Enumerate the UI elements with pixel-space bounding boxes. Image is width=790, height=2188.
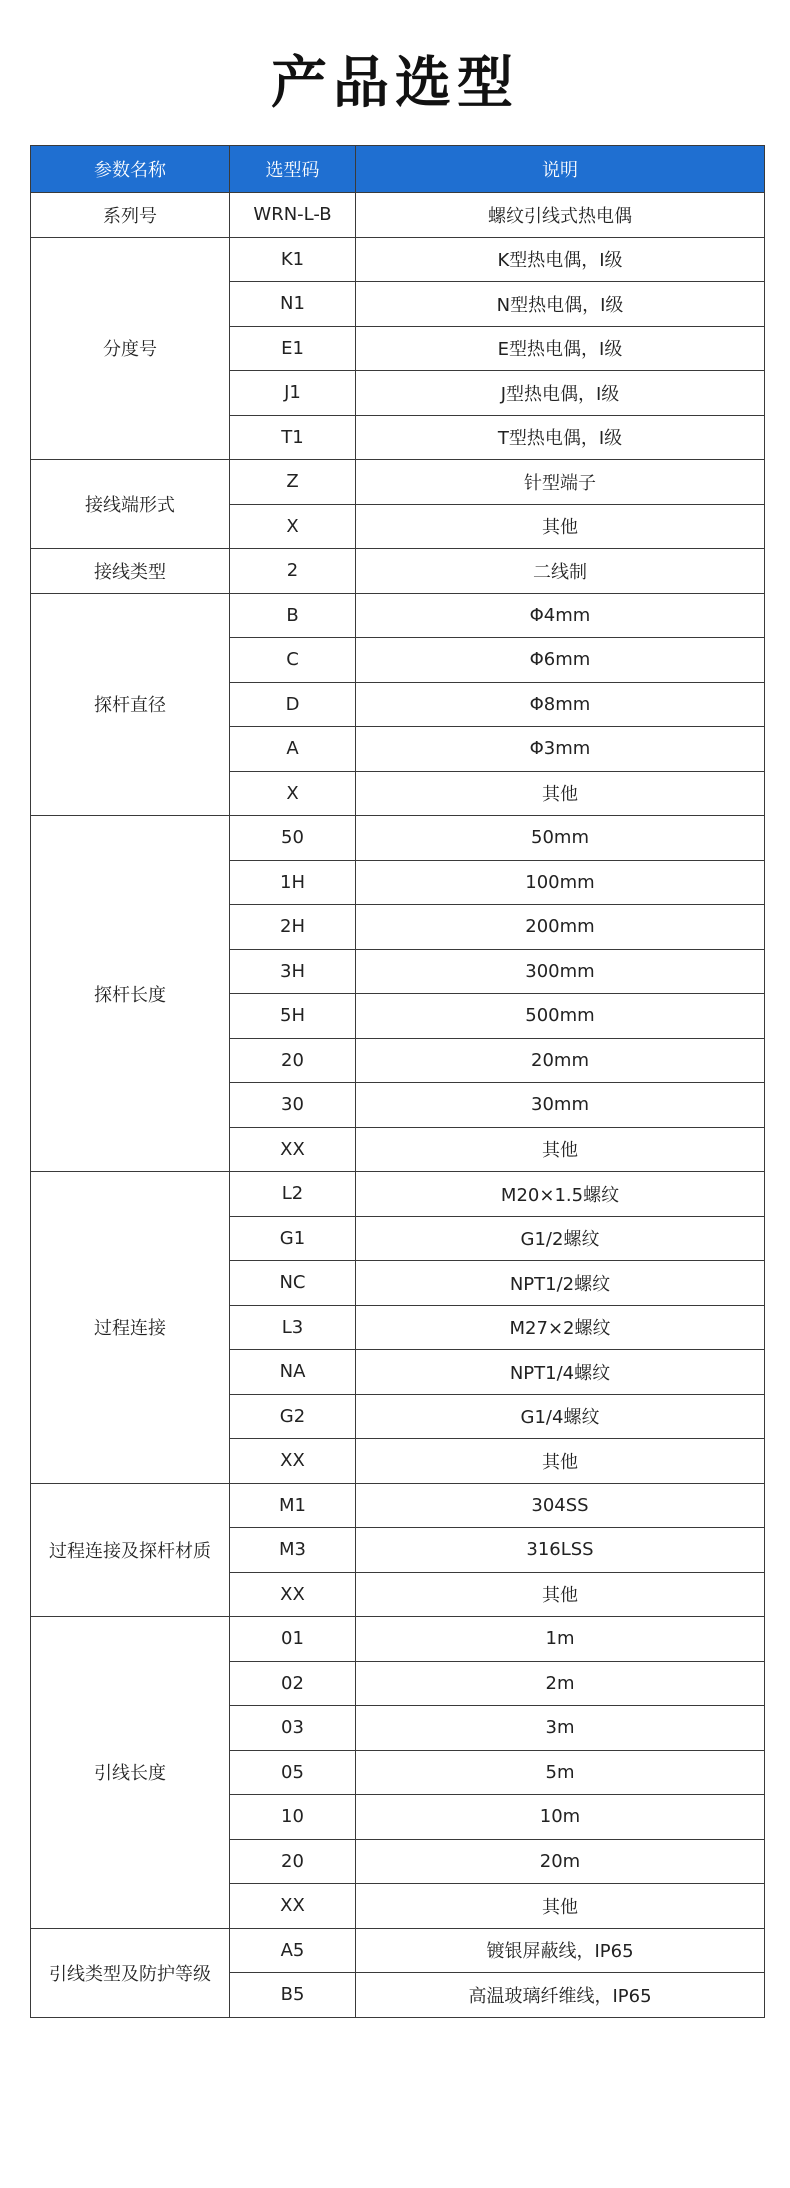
- desc-cell: 100mm: [356, 860, 765, 905]
- code-cell: NA: [230, 1350, 356, 1395]
- code-cell: 03: [230, 1706, 356, 1751]
- code-cell: 05: [230, 1750, 356, 1795]
- code-cell: 01: [230, 1617, 356, 1662]
- code-cell: B: [230, 593, 356, 638]
- page-title: 产品选型: [271, 51, 519, 116]
- table-row: [31, 1483, 765, 1528]
- table-header-row: [31, 146, 765, 193]
- desc-cell: J型热电偶，Ⅰ级: [356, 371, 765, 416]
- header-code: 选型码: [230, 146, 356, 193]
- code-cell: E1: [230, 326, 356, 371]
- table-row: [31, 237, 765, 282]
- code-cell: 20: [230, 1038, 356, 1083]
- code-cell: J1: [230, 371, 356, 416]
- header-param: 参数名称: [31, 146, 230, 193]
- param-name-cell: 引线类型及防护等级: [31, 1928, 230, 2017]
- param-name-cell: 系列号: [31, 193, 230, 238]
- desc-cell: 其他: [356, 1572, 765, 1617]
- desc-cell: 二线制: [356, 549, 765, 594]
- desc-cell: Φ6mm: [356, 638, 765, 683]
- code-cell: 1H: [230, 860, 356, 905]
- code-cell: D: [230, 682, 356, 727]
- desc-cell: 316LSS: [356, 1528, 765, 1573]
- param-name-cell: 接线端形式: [31, 460, 230, 549]
- desc-cell: 30mm: [356, 1083, 765, 1128]
- desc-cell: 针型端子: [356, 460, 765, 505]
- desc-cell: M27×2螺纹: [356, 1305, 765, 1350]
- desc-cell: NPT1/2螺纹: [356, 1261, 765, 1306]
- code-cell: M1: [230, 1483, 356, 1528]
- code-cell: L2: [230, 1172, 356, 1217]
- desc-cell: M20×1.5螺纹: [356, 1172, 765, 1217]
- desc-cell: 10m: [356, 1795, 765, 1840]
- desc-cell: 其他: [356, 1127, 765, 1172]
- param-name-cell: 过程连接及探杆材质: [31, 1483, 230, 1617]
- table-row: [31, 593, 765, 638]
- param-name-cell: 过程连接: [31, 1172, 230, 1484]
- code-cell: XX: [230, 1572, 356, 1617]
- code-cell: N1: [230, 282, 356, 327]
- code-cell: T1: [230, 415, 356, 460]
- param-name-cell: 探杆直径: [31, 593, 230, 816]
- desc-cell: T型热电偶，Ⅰ级: [356, 415, 765, 460]
- code-cell: L3: [230, 1305, 356, 1350]
- selection-table: [30, 145, 765, 2018]
- desc-cell: K型热电偶，Ⅰ级: [356, 237, 765, 282]
- desc-cell: 螺纹引线式热电偶: [356, 193, 765, 238]
- desc-cell: 1m: [356, 1617, 765, 1662]
- code-cell: WRN-L-B: [230, 193, 356, 238]
- param-name-cell: 分度号: [31, 237, 230, 460]
- param-name-cell: 引线长度: [31, 1617, 230, 1929]
- code-cell: 2: [230, 549, 356, 594]
- desc-cell: NPT1/4螺纹: [356, 1350, 765, 1395]
- param-name-cell: 接线类型: [31, 549, 230, 594]
- desc-cell: Φ3mm: [356, 727, 765, 772]
- desc-cell: Φ8mm: [356, 682, 765, 727]
- code-cell: X: [230, 504, 356, 549]
- code-cell: XX: [230, 1127, 356, 1172]
- code-cell: 10: [230, 1795, 356, 1840]
- code-cell: 5H: [230, 994, 356, 1039]
- code-cell: C: [230, 638, 356, 683]
- code-cell: A: [230, 727, 356, 772]
- desc-cell: 300mm: [356, 949, 765, 994]
- code-cell: M3: [230, 1528, 356, 1573]
- table-row: [31, 193, 765, 238]
- code-cell: A5: [230, 1928, 356, 1973]
- desc-cell: G1/4螺纹: [356, 1394, 765, 1439]
- desc-cell: 镀银屏蔽线，IP65: [356, 1928, 765, 1973]
- table-row: [31, 460, 765, 505]
- desc-cell: 20m: [356, 1839, 765, 1884]
- desc-cell: 其他: [356, 1439, 765, 1484]
- code-cell: Z: [230, 460, 356, 505]
- desc-cell: E型热电偶，Ⅰ级: [356, 326, 765, 371]
- table-row: [31, 1617, 765, 1662]
- desc-cell: 2m: [356, 1661, 765, 1706]
- desc-cell: 50mm: [356, 816, 765, 861]
- desc-cell: 500mm: [356, 994, 765, 1039]
- table-body: [31, 193, 765, 2018]
- desc-cell: G1/2螺纹: [356, 1216, 765, 1261]
- desc-cell: 5m: [356, 1750, 765, 1795]
- table-row: [31, 1928, 765, 1973]
- code-cell: B5: [230, 1973, 356, 2018]
- desc-cell: 其他: [356, 1884, 765, 1929]
- header-desc: 说明: [356, 146, 765, 193]
- code-cell: 2H: [230, 905, 356, 950]
- table-row: [31, 816, 765, 861]
- param-name-cell: 探杆长度: [31, 816, 230, 1172]
- desc-cell: 20mm: [356, 1038, 765, 1083]
- code-cell: XX: [230, 1439, 356, 1484]
- code-cell: 20: [230, 1839, 356, 1884]
- code-cell: G2: [230, 1394, 356, 1439]
- code-cell: 3H: [230, 949, 356, 994]
- desc-cell: 其他: [356, 771, 765, 816]
- desc-cell: Φ4mm: [356, 593, 765, 638]
- code-cell: NC: [230, 1261, 356, 1306]
- code-cell: G1: [230, 1216, 356, 1261]
- code-cell: X: [230, 771, 356, 816]
- desc-cell: 200mm: [356, 905, 765, 950]
- desc-cell: 其他: [356, 504, 765, 549]
- desc-cell: N型热电偶，Ⅰ级: [356, 282, 765, 327]
- desc-cell: 高温玻璃纤维线，IP65: [356, 1973, 765, 2018]
- code-cell: 50: [230, 816, 356, 861]
- desc-cell: 304SS: [356, 1483, 765, 1528]
- table-row: [31, 549, 765, 594]
- code-cell: XX: [230, 1884, 356, 1929]
- desc-cell: 3m: [356, 1706, 765, 1751]
- code-cell: K1: [230, 237, 356, 282]
- table-row: [31, 1172, 765, 1217]
- code-cell: 30: [230, 1083, 356, 1128]
- code-cell: 02: [230, 1661, 356, 1706]
